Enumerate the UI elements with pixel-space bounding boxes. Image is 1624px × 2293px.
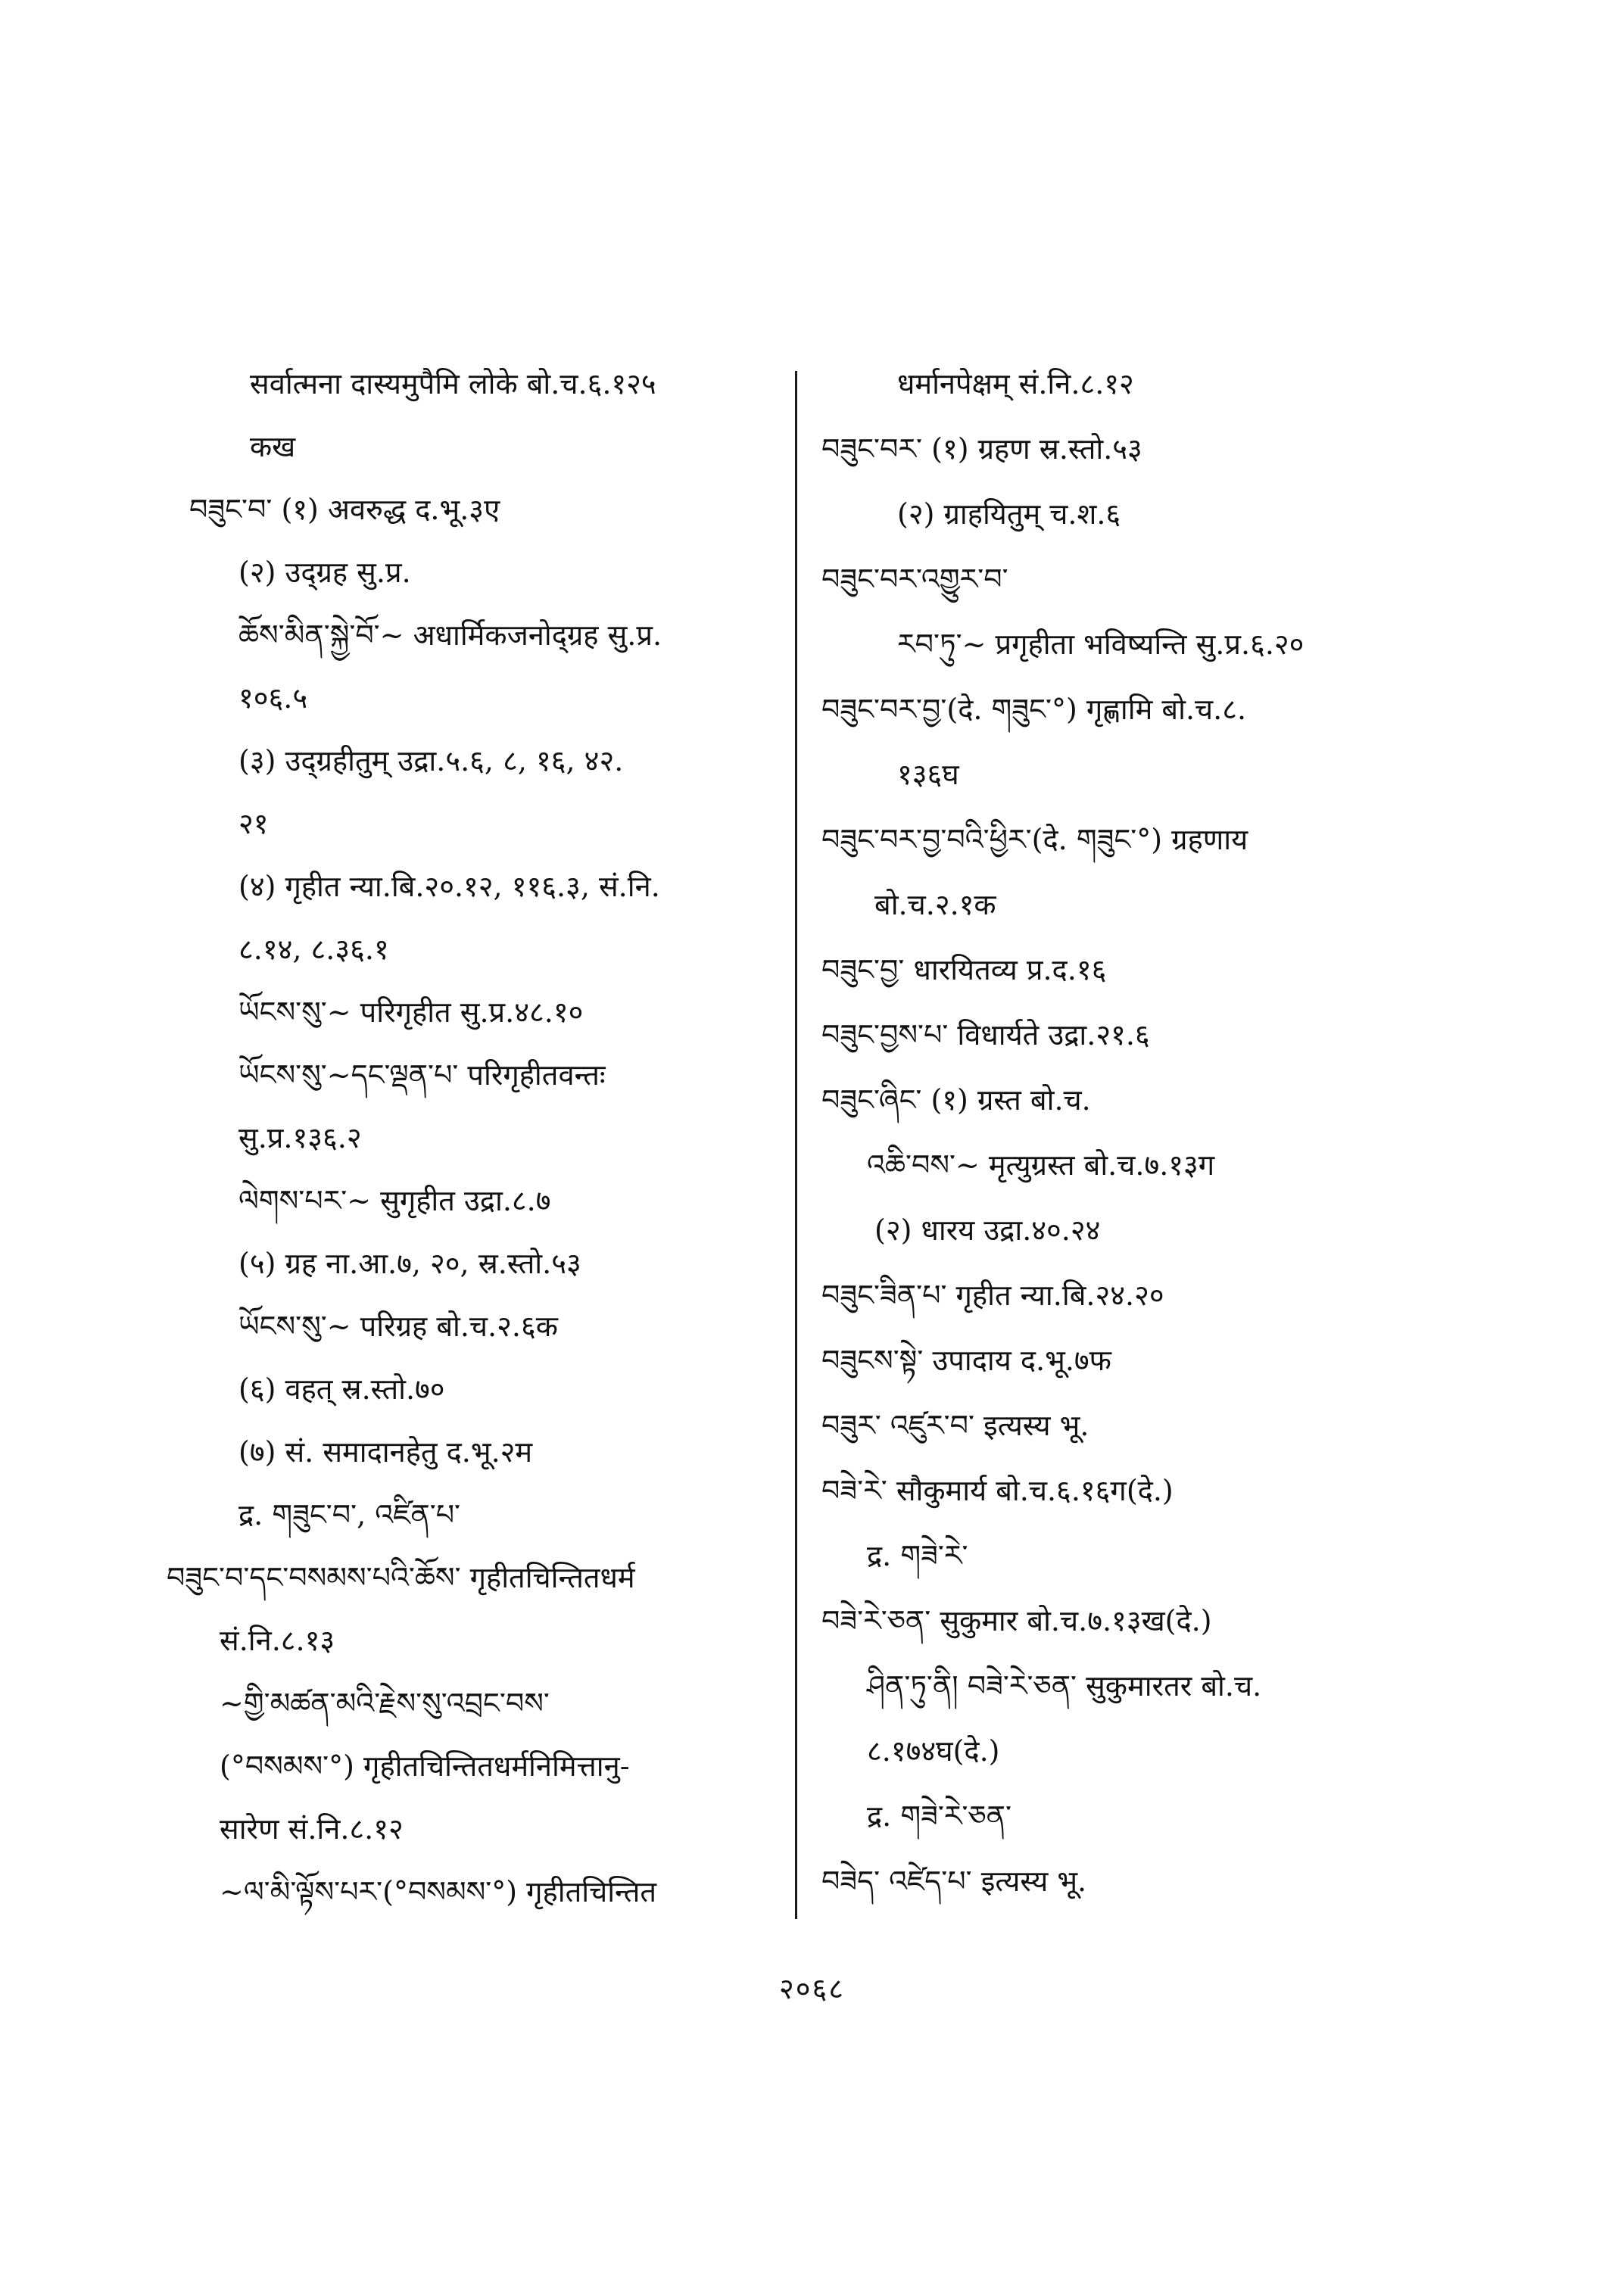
dictionary-line: (७) सं. समादानहेतु द.भू.२म (238, 1435, 533, 1469)
dictionary-line: (४) गृहीत न्या.बि.२०.१२, ११६.३, सं.नि. (238, 870, 660, 903)
dictionary-line: འཆི་བས་~ मृत्युग्रस्त बो.च.७.१३ग (867, 1148, 1215, 1182)
dictionary-line: बो.च.२.१क (874, 888, 996, 921)
dictionary-line: ཤིན་ཏུ་ནི། བཟེ་རེ་ཅན་ सुकुमारतर बो.च. (867, 1669, 1262, 1703)
dictionary-line: བཟུང་ཟིན་པ་ गृहीत न्या.बि.२४.२० (821, 1279, 1164, 1312)
dictionary-line: द्र. གཟེ་རེ་ (867, 1539, 968, 1572)
dictionary-line: བཟུང་བར་བྱ་(दे. གཟུང་°) गृह्णामि बो.च.८. (821, 693, 1247, 726)
dictionary-line: ~གྱི་མཚན་མའི་རྗེས་སུ་འབྲང་བས་ (220, 1687, 550, 1720)
dictionary-line: (°བསམས་°) गृहीतचिन्तितधर्मनिमित्तानु- (220, 1749, 630, 1783)
dictionary-line: (६) वहत् स्र.स्तो.७० (238, 1372, 445, 1406)
dictionary-line: བཟུང་བྱས་པ་ विधार्यते उद्रा.२१.६ (821, 1018, 1150, 1051)
dictionary-line: १३६घ (897, 758, 959, 791)
dictionary-line: १०६.५ (238, 681, 308, 715)
dictionary-line: २१ (238, 807, 269, 840)
dictionary-line: ८.१४, ८.३६.१ (238, 933, 389, 966)
dictionary-line: (२) धारय उद्रा.४०.२४ (874, 1213, 1101, 1247)
dictionary-line: བཟུང་བ་དང་བསམས་པའི་ཆོས་ गृहीतचिन्तितधर्म (167, 1561, 635, 1594)
dictionary-line: कख (250, 430, 296, 463)
dictionary-line: सर्वात्मना दास्यमुपैमि लोके बो.च.६.१२५ (250, 367, 656, 400)
dictionary-line: བཟུང་བྱ་ धारयितव्य प्र.द.१६ (821, 953, 1107, 986)
dictionary-line: ཆོས་མིན་སྐྱེ་བོ་~ अधार्मिकजनोद्ग्रह सु.प्र. (238, 618, 662, 652)
dictionary-line: (५) ग्रह ना.आ.७, २०, स्र.स्तो.५३ (238, 1247, 581, 1280)
dictionary-line: द्र. གཟེ་རེ་ཅན་ (867, 1799, 1011, 1833)
dictionary-line: द्र. གཟུང་བ་, འཛིན་པ་ (238, 1498, 461, 1531)
dictionary-line: ཡོངས་སུ་~ परिगृहीत सु.प्र.४८.१० (238, 995, 584, 1029)
dictionary-line: བཟུང་བར་ (१) ग्रहण स्र.स्तो.५३ (821, 432, 1142, 466)
dictionary-line: བཟུང་བ་ (१) अवरुद्ध द.भू.३ए (189, 493, 500, 526)
dictionary-line: བཟུར་ འཛུར་བ་ इत्यस्य भू. (821, 1409, 1089, 1442)
column-divider (795, 371, 797, 1919)
dictionary-line: ཡོངས་སུ་~དང་ལྡན་པ་ परिगृहीतवन्तः (238, 1058, 606, 1092)
dictionary-line: सारेण सं.नि.८.१२ (220, 1812, 404, 1846)
dictionary-line: (२) ग्राहयितुम् च.श.६ (897, 497, 1121, 531)
dictionary-line: धर्मानपेक्षम् सं.नि.८.१२ (897, 367, 1134, 400)
dictionary-line: རབ་ཏུ་~ प्रगृहीता भविष्यन्ति सु.प्र.६.२० (897, 628, 1304, 661)
dictionary-line: བཟུངས་སྟེ་ उपादाय द.भू.७फ (821, 1344, 1111, 1377)
dictionary-line: ཡོངས་སུ་~ परिग्रह बो.च.२.६क (238, 1310, 558, 1343)
dictionary-line: सु.प्र.१३६.२ (238, 1121, 362, 1154)
dictionary-line: བཟེ་རེ་ सौकुमार्य बो.च.६.१६ग(दे.) (821, 1474, 1174, 1507)
dictionary-line: བཟེ་རེ་ཅན་ सुकुमार बो.च.७.१३ख(दे.) (821, 1604, 1212, 1637)
dictionary-line: ८.१७४घ(दे.) (867, 1734, 1000, 1768)
dictionary-line: (२) उद्ग्रह सु.प्र. (238, 556, 411, 589)
page-number: २०६८ (778, 1972, 846, 2005)
dictionary-line: (३) उद्ग्रहीतुम् उद्रा.५.६, ८, १६, ४२. (238, 744, 624, 777)
dictionary-line: सं.नि.८.१३ (220, 1624, 335, 1657)
dictionary-line: བཟེད་ འཛེད་པ་ इत्यस्य भू. (821, 1865, 1087, 1898)
dictionary-line: ~ལ་མི་ལྟོས་པར་(°བསམས་°) गृहीतचिन्तित (220, 1875, 657, 1908)
dictionary-line: བཟུང་བར་བྱ་བའི་ཕྱིར་(दे. གཟུང་°) ग्रहणाय (821, 823, 1248, 856)
dictionary-line: བཟུང་བར་འགྱུར་བ་ (821, 562, 1008, 596)
dictionary-line: བཟུང་ཞིང་ (१) ग्रस्त बो.च. (821, 1083, 1091, 1117)
dictionary-line: ལེགས་པར་~ सुगृहीत उद्रा.८.७ (238, 1184, 551, 1217)
